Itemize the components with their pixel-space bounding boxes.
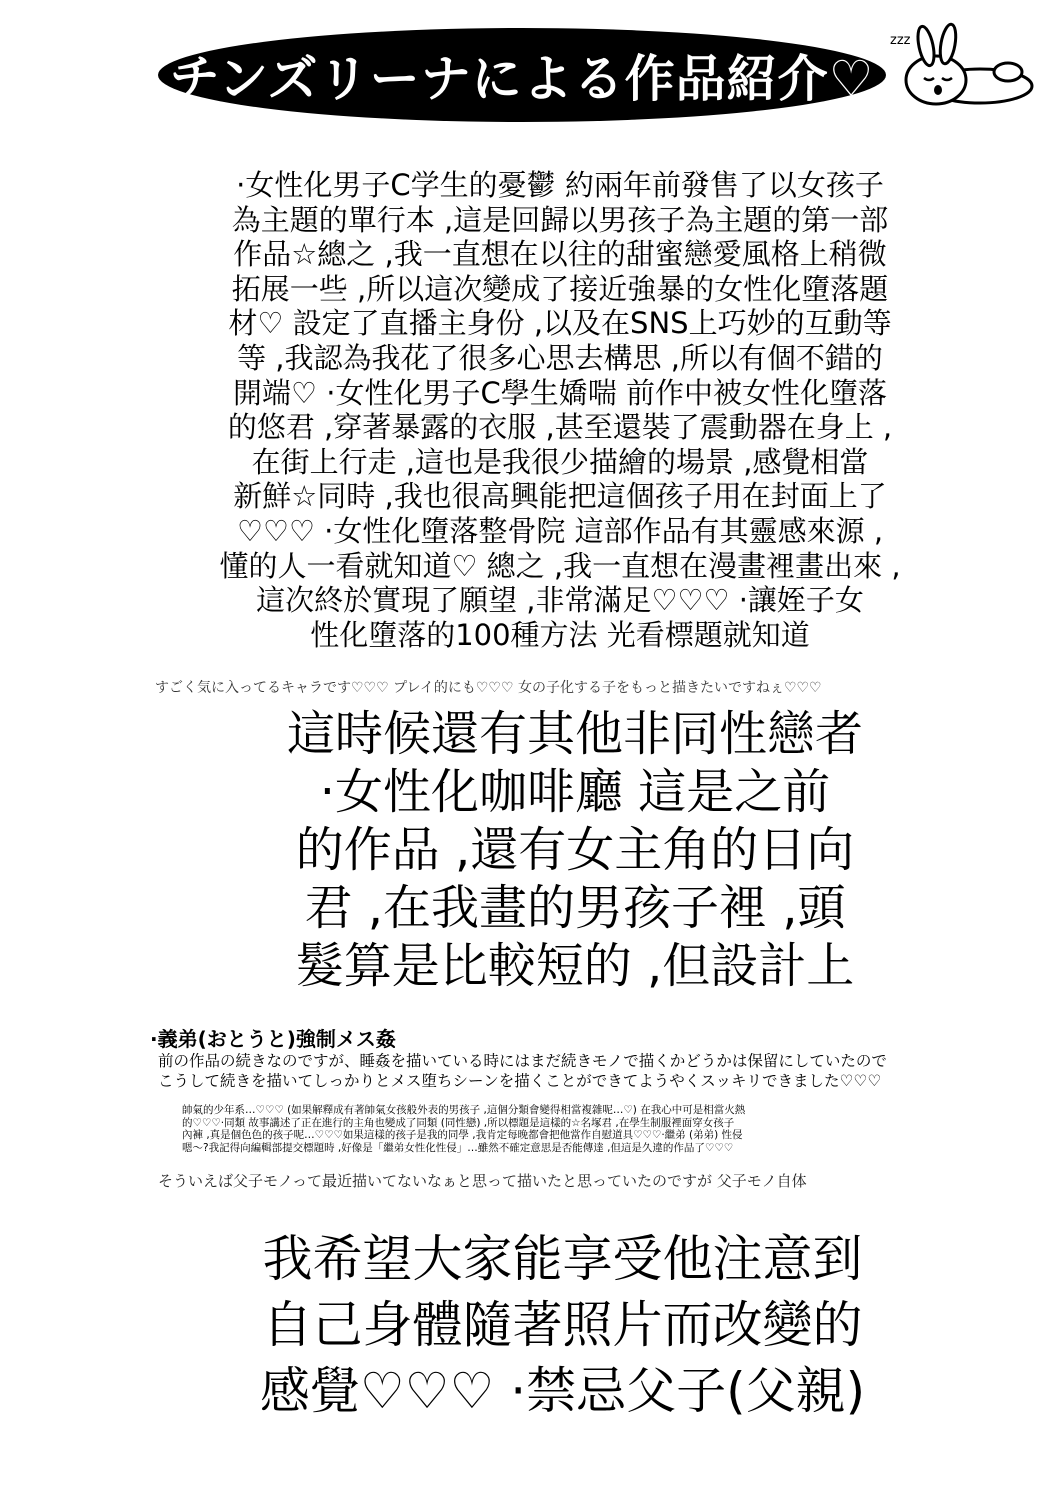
text-line: 嗯～?我記得向編輯部提交標題時 ,好像是「繼弟女性化性侵」…雖然不確定意思是否能傳達 ,但這是久違的作品了♡♡♡ (182, 1141, 734, 1154)
text-line: 帥氣的少年系…♡♡♡ (如果解釋成有著帥氣女孩般外表的男孩子 ,這個分類會變得相當複雜呢…♡) 在我心中可是相當火熱 (182, 1104, 746, 1116)
japanese-note-text: そういえば父子モノって最近描いてないなぁと思って描いたと思っていたのですが 父子モノ自体 (158, 1172, 807, 1190)
text-line: 新鮮☆同時 ,我也很高興能把這個孩子用在封面上了 (233, 479, 887, 514)
text-line: 的♡♡♡·同類 故事講述了正在進行的主角也變成了同類 (同性戀) ,所以標題是這樣的☆名塚君 ,在學生制服裡面穿女孩子 (182, 1116, 735, 1129)
japanese-strip-text: すごく気に入ってるキャラです♡♡♡ プレイ的にも♡♡♡ 女の子化する子をもっと描きたいですねぇ♡♡♡ (155, 680, 822, 696)
closing-paragraph (175, 1226, 950, 1424)
text-line: 拓展一些 ,所以這次變成了接近強暴的女性化墮落題 (231, 271, 889, 306)
text-line: 自己身體隨著照片而改變的 (262, 1296, 863, 1354)
text-line: 開端♡ ·女性化男子C學生嬌喘 前作中被女性化墮落 (233, 375, 887, 410)
section-heading: ·義弟(おとうと)強制メス姦 (150, 1027, 396, 1051)
text-line: 材♡ 設定了直播主身份 ,以及在SNS上巧妙的互動等 (228, 306, 892, 341)
text-line: 前の作品の続きなのですが、睡姦を描いている時にはまだ続きモノで描くかどうかは保留にしていたので (158, 1052, 887, 1070)
text-line: 的作品 ,還有女主角的日向 (295, 822, 855, 878)
mascot-zzz: zzz (890, 33, 911, 48)
text-line: 髮算是比較短的 ,但設計上 (295, 938, 855, 994)
large-paragraph (205, 705, 945, 995)
text-line: 作品☆總之 ,我一直想在以往的甜蜜戀愛風格上稍微 (233, 237, 887, 272)
page-title: チンズリーナによる作品紹介♡ (169, 50, 875, 108)
section-body (158, 1051, 1018, 1091)
text-line: 君 ,在我畫的男孩子裡 ,頭 (304, 880, 846, 936)
text-line: ·女性化男子C学生的憂鬱 約兩年前發售了以女孩子 (236, 168, 884, 202)
text-line: こうして続きを描いてしっかりとメス堕ちシーンを描くことができてようやくスッキリできました♡♡♡ (158, 1072, 882, 1090)
text-line: ·女性化咖啡廳 這是之前 (319, 764, 831, 820)
text-line: 懂的人一看就知道♡ 總之 ,我一直想在漫畫裡畫出來 , (219, 548, 901, 583)
text-line: ♡♡♡ ·女性化墮落整骨院 這部作品有其靈感來源 , (236, 513, 884, 548)
text-line: 性化墮落的100種方法 光看標題就知道 (310, 617, 810, 652)
text-line: 內褲 ,真是個色色的孩子呢…♡♡♡如果這樣的孩子是我的同學 ,我肯定每晚都會把他當作自慰道具♡♡♡·繼弟 (弟弟) 性侵 (182, 1129, 743, 1142)
text-line: 我希望大家能享受他注意到 (262, 1230, 863, 1288)
text-line: 為主題的單行本 ,這是回歸以男孩子為主題的第一部 (231, 202, 889, 237)
small-translation-text (182, 1104, 882, 1154)
text-line: 這次終於實現了願望 ,非常滿足♡♡♡ ·讓姪子女 (256, 583, 864, 618)
text-line: 感覺♡♡♡ ·禁忌父子(父親) (259, 1362, 866, 1420)
sleeping-bunny-icon (888, 14, 1038, 114)
intro-paragraph (160, 168, 960, 652)
title-banner (158, 28, 886, 122)
text-line: 的悠君 ,穿著暴露的衣服 ,甚至還裝了震動器在身上 , (227, 410, 893, 445)
text-line: 這時候還有其他非同性戀者 (286, 706, 863, 762)
text-line: 在街上行走 ,這也是我很少描繪的場景 ,感覺相當 (251, 444, 869, 479)
text-line: 等 ,我認為我花了很多心思去構思 ,所以有個不錯的 (237, 340, 883, 375)
